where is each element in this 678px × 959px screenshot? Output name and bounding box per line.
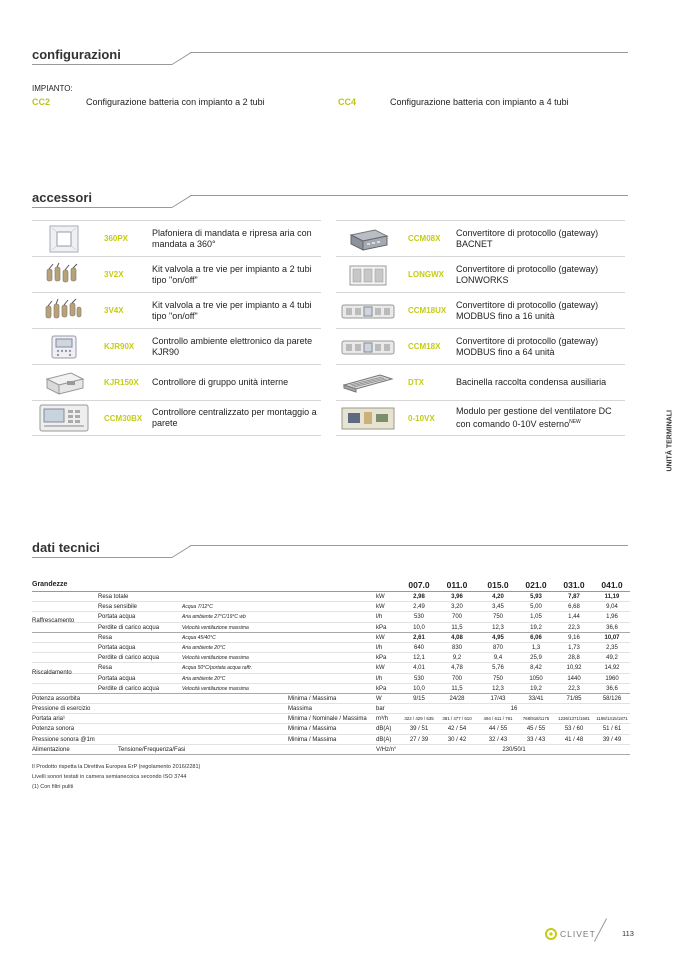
model-header: 015.0 [487, 580, 509, 590]
row-value: 7,87 [568, 594, 580, 600]
accessory-desc: Controllo ambiente elettronico da parete KJR90 [152, 335, 313, 357]
table-group-title: Grandezze [32, 581, 68, 588]
section-title-configurazioni: configurazioni [32, 47, 121, 62]
table-row [32, 694, 630, 704]
row-parameter: Portata aria¹ [32, 716, 66, 723]
accessory-desc: Plafoniera di mandata e ripresa aria con mandata a 360° [152, 227, 312, 249]
row-parameter: Potenza sonora [32, 726, 75, 733]
accessory-code: CCM18X [408, 342, 441, 351]
row-value: 24/28 [449, 695, 465, 702]
row-value: 33/41 [528, 695, 544, 702]
row-value: 10,92 [566, 665, 582, 672]
row-value: 4,08 [451, 634, 463, 641]
row-value: 1,3 [531, 644, 541, 651]
table-row [32, 704, 630, 714]
accessory-desc: Convertitore di protocollo (gateway) BACNET [456, 227, 599, 249]
config-code-cc4: CC4 [338, 97, 357, 107]
row-value: 25,9 [530, 655, 542, 662]
accessories-left-column [32, 220, 321, 436]
table-row [32, 674, 630, 684]
row-parameter: Potenza assorbita [32, 695, 81, 702]
row-value: 750 [492, 675, 503, 682]
config-desc-cc2: Configurazione batteria con impianto a 2 tubi [86, 97, 265, 107]
accessory-desc: Convertitore di protocollo (gateway) MODBUS fino a 64 unità [456, 335, 599, 357]
row-unit: kPa [376, 685, 387, 692]
accessory-desc: Kit valvola a tre vie per impianto a 4 tubi tipo "on/off" [152, 299, 312, 321]
row-value: 3,45 [492, 604, 504, 611]
section-title-dati-tecnici: dati tecnici [32, 540, 100, 555]
valve-kit-icon [32, 260, 96, 290]
row-value: 1,73 [568, 644, 580, 651]
title-rule [32, 207, 172, 208]
row-value: 51 / 61 [602, 726, 622, 733]
row-value: 2,61 [413, 634, 425, 641]
row-unit: kW [376, 634, 385, 641]
table-row [32, 684, 630, 694]
accessory-row [32, 292, 321, 328]
row-value: 9,04 [606, 604, 618, 611]
row-condition: Aria ambiente 27°C/19°C wb [182, 614, 246, 621]
row-value: 5,76 [492, 665, 504, 672]
row-unit: V/Hz/n° [376, 746, 397, 753]
row-value: 6,06 [530, 634, 542, 641]
row-value: 12,3 [492, 685, 504, 692]
table-row [32, 724, 630, 734]
row-parameter: Resa [98, 634, 113, 641]
row-value: 27 / 39 [409, 736, 429, 743]
row-value: 4,95 [492, 634, 504, 641]
row-value: 6,68 [568, 604, 580, 611]
row-value: 11,19 [604, 594, 620, 600]
row-parameter: Perdite di carico acqua [98, 655, 160, 662]
row-value: 10,07 [604, 634, 620, 641]
row-value: 4,01 [413, 665, 425, 672]
row-value: 30 / 42 [447, 736, 467, 743]
row-value: 19,2 [530, 685, 542, 692]
accessory-desc: Convertitore di protocollo (gateway) MODBUS fino a 16 unità [456, 299, 599, 321]
accessory-code: LONGWX [408, 270, 444, 279]
table-row [32, 745, 630, 755]
accessory-row [336, 328, 625, 364]
brand-logo [545, 928, 596, 940]
valve-kit-icon [32, 296, 96, 326]
table-row [32, 663, 630, 673]
row-value: 1960 [605, 675, 619, 682]
row-value: 700 [451, 675, 462, 682]
row-condition: Velocità ventilazione massima [182, 685, 249, 692]
row-value: 41 / 48 [564, 736, 584, 743]
row-value: 1,96 [606, 614, 618, 621]
row-unit: kPa [376, 655, 387, 662]
table-row [32, 653, 630, 663]
row-extra: Minima / Massima [288, 736, 337, 743]
row-value: 530 [413, 675, 424, 682]
note: Il Prodotto rispetta la Direttiva Europea ErP (regolamento 2016/2281) [32, 764, 201, 770]
row-unit: l/h [376, 675, 383, 682]
accessory-code: KJR150X [104, 378, 139, 387]
row-extra: Minima / Massima [288, 695, 337, 702]
row-unit: kW [376, 665, 385, 672]
row-parameter: Portata acqua [98, 614, 136, 621]
row-value: 58/126 [602, 695, 622, 702]
central-controller-icon [32, 403, 96, 433]
row-parameter: Portata acqua [98, 675, 136, 682]
row-value: 9/15 [413, 695, 425, 702]
row-value: 8,42 [530, 665, 542, 672]
config-desc-cc4: Configurazione batteria con impianto a 4 tubi [390, 97, 569, 107]
title-rule-upper [190, 52, 628, 53]
accessory-code: 3V4X [104, 306, 124, 315]
table-body [32, 592, 630, 755]
logo-mark-icon [545, 928, 557, 940]
footer-rule [594, 918, 607, 941]
row-value: 1440 [567, 675, 581, 682]
model-header: 021.0 [525, 580, 547, 590]
row-value: 33 / 43 [526, 736, 546, 743]
note: (1) Con filtri puliti [32, 784, 74, 790]
row-condition: Acqua 50°C/portata acqua raffr. [182, 665, 253, 672]
row-condition: Velocità ventilazione massima [182, 624, 249, 631]
row-unit: m³/h [376, 716, 388, 723]
notes [32, 762, 200, 792]
row-unit: l/h [376, 644, 383, 651]
accessory-code: DTX [408, 378, 424, 387]
accessory-code: CCM30BX [104, 413, 143, 423]
note: Livelli sonori testati in camera semianecoica secondo ISO 3744 [32, 774, 187, 780]
impianto-label: IMPIANTO: [32, 84, 73, 93]
row-value: 1198/1415/1871 [596, 716, 628, 722]
gateway-icon [336, 296, 400, 326]
row-value: 11,5 [451, 624, 463, 631]
row-value: 5,93 [530, 594, 542, 600]
title-rule-upper [190, 195, 628, 196]
table-row [32, 612, 630, 622]
row-value: 494 / 611 / 781 [483, 716, 513, 722]
accessory-desc: Bacinella raccolta condensa ausiliaria [456, 377, 607, 387]
title-rule-slope [172, 195, 191, 208]
row-value: 4,78 [451, 665, 463, 672]
row-value: 11,5 [451, 685, 463, 692]
row-value: 36,6 [606, 685, 618, 692]
row-condition: Velocità ventilazione massima [182, 655, 249, 662]
accessory-code: 0-10VX [408, 413, 435, 423]
gateway-icon [336, 260, 400, 290]
row-value: 9,4 [493, 655, 503, 662]
row-value: 322 / 429 / 535 [404, 716, 434, 722]
accessory-desc-text: Modulo per gestione del ventilatore DC con comando 0-10V esterno [456, 406, 612, 429]
table-row [32, 602, 630, 612]
title-rule-slope [172, 545, 191, 558]
row-value: 49,2 [606, 655, 618, 662]
row-parameter: Resa [98, 665, 113, 672]
row-extra: Minima / Nominale / Massima [288, 716, 367, 723]
row-value: 42 / 54 [447, 726, 467, 733]
row-value: 2,98 [413, 594, 425, 600]
title-rule-upper [190, 545, 628, 546]
row-value: 12,1 [413, 655, 425, 662]
group-label-riscaldamento: Riscaldamento [32, 670, 72, 676]
row-extra: Minima / Massima [288, 726, 337, 733]
accessory-row [336, 364, 625, 400]
row-parameter: Pressione sonora @1m [32, 736, 95, 743]
row-value: 530 [413, 614, 424, 621]
table-header [32, 579, 630, 592]
row-value: 700 [451, 614, 462, 621]
gateway-icon [336, 332, 400, 362]
row-value: 53 / 60 [564, 726, 584, 733]
table-row [32, 633, 630, 643]
wall-controller-icon [32, 332, 96, 362]
row-value: 39 / 51 [409, 726, 429, 733]
row-condition: Tensione/Frequenza/Fasi [118, 746, 186, 753]
accessory-desc: Kit valvola a tre vie per impianto a 2 tubi tipo "on/off" [152, 263, 312, 285]
accessories-right-column [336, 220, 625, 436]
row-parameter: Pressione di esercizio [32, 706, 91, 713]
row-value: 5,00 [530, 604, 542, 611]
side-label-text: UNITÀ TERMINALI [666, 410, 674, 472]
drip-tray-icon [336, 368, 400, 398]
row-value: 1050 [529, 675, 543, 682]
row-value: 10,0 [413, 624, 425, 631]
row-value: 4,20 [492, 594, 504, 600]
row-value: 14,92 [604, 665, 620, 672]
tech-data-table [32, 579, 630, 755]
accessory-code: CCM18UX [408, 306, 447, 315]
table-row [32, 735, 630, 745]
group-controller-icon [32, 368, 96, 398]
accessory-row [336, 256, 625, 292]
row-value: 10,0 [413, 685, 425, 692]
row-value: 870 [492, 644, 503, 651]
cassette-panel-icon [32, 224, 96, 254]
row-value-span: 230/50/1 [502, 746, 526, 753]
row-unit: l/h [376, 614, 383, 621]
row-value: 750 [492, 614, 503, 621]
row-value: 39 / 49 [602, 736, 622, 743]
group-label-raffrescamento: Raffrescamento [32, 618, 75, 624]
model-header: 031.0 [563, 580, 585, 590]
row-value: 3,96 [451, 594, 463, 600]
row-unit: kW [376, 594, 385, 600]
row-value: 44 / 55 [488, 726, 508, 733]
accessory-row [336, 292, 625, 328]
row-condition: Acqua 45/40°C [182, 634, 216, 641]
row-value: 768/918/1175 [522, 716, 550, 722]
title-rule [32, 64, 172, 65]
table-row [32, 714, 630, 724]
gateway-icon [336, 224, 400, 254]
page-number: 113 [622, 929, 634, 938]
row-parameter: Portata acqua [98, 644, 136, 651]
row-unit: kPa [376, 624, 387, 631]
accessory-row [336, 400, 625, 436]
new-badge: NEW [569, 419, 581, 425]
row-value: 22,3 [568, 685, 580, 692]
row-value: 22,3 [568, 624, 580, 631]
row-unit: bar [376, 706, 385, 713]
row-parameter: Alimentazione [32, 746, 70, 753]
row-value: 381 / 477 / 610 [442, 716, 472, 722]
accessory-row [32, 364, 321, 400]
row-unit: kW [376, 604, 385, 611]
row-value: 17/43 [490, 695, 506, 702]
table-row [32, 623, 630, 633]
accessory-code: 3V2X [104, 270, 124, 279]
row-value: 71/85 [566, 695, 582, 702]
row-value: 45 / 55 [526, 726, 546, 733]
accessory-desc [455, 406, 625, 430]
row-value: 9,2 [452, 655, 462, 662]
row-parameter: Perdite di carico acqua [98, 685, 160, 692]
title-rule-slope [172, 52, 191, 65]
accessory-row [32, 400, 321, 436]
row-parameter: Perdite di carico acqua [98, 624, 160, 631]
accessory-code: KJR90X [104, 342, 135, 351]
row-unit: dB(A) [376, 726, 392, 733]
row-value-span: 16 [510, 706, 518, 713]
row-value: 36,6 [606, 624, 618, 631]
brand-name: CLIVET [560, 929, 596, 939]
row-value: 2,49 [413, 604, 425, 611]
row-condition: Aria ambiente 20°C [182, 675, 226, 682]
row-unit: W [376, 695, 382, 702]
row-value: 28,8 [568, 655, 580, 662]
row-parameter: Resa sensibile [98, 604, 138, 611]
accessory-desc: Controllore di gruppo unità interne [152, 377, 289, 387]
row-unit: dB(A) [376, 736, 392, 743]
accessory-row [336, 220, 625, 256]
row-value: 12,3 [492, 624, 504, 631]
row-parameter: Resa totale [98, 594, 129, 600]
config-code-cc2: CC2 [32, 97, 51, 107]
row-value: 830 [451, 644, 462, 651]
row-value: 32 / 43 [488, 736, 508, 743]
row-value: 3,20 [451, 604, 463, 611]
row-value: 1,44 [568, 614, 580, 621]
row-condition: Aria ambiente 20°C [182, 644, 226, 651]
accessory-row [32, 256, 321, 292]
table-row [32, 592, 630, 602]
fan-module-icon [336, 403, 400, 433]
accessory-code: 360PX [104, 234, 129, 243]
row-extra: Massima [288, 706, 313, 713]
model-header: 007.0 [408, 580, 430, 590]
row-value: 9,16 [568, 634, 580, 641]
title-rule [32, 557, 172, 558]
accessory-desc: Convertitore di protocollo (gateway) LONWORKS [456, 263, 599, 285]
row-value: 640 [413, 644, 424, 651]
accessory-desc: Controllore centralizzato per montaggio a parete [152, 407, 317, 428]
row-value: 19,2 [530, 624, 542, 631]
model-header: 011.0 [446, 580, 468, 590]
side-label [660, 396, 674, 476]
row-condition: Acqua 7/12°C [182, 604, 213, 611]
accessory-row [32, 328, 321, 364]
section-title-accessori: accessori [32, 190, 92, 205]
accessory-code: CCM08X [408, 234, 441, 243]
row-value: 1236/1371/1581 [558, 716, 590, 722]
row-value: 1,05 [530, 614, 542, 621]
model-header: 041.0 [601, 580, 623, 590]
accessory-row [32, 220, 321, 256]
row-value: 2,35 [606, 644, 618, 651]
table-row [32, 643, 630, 653]
